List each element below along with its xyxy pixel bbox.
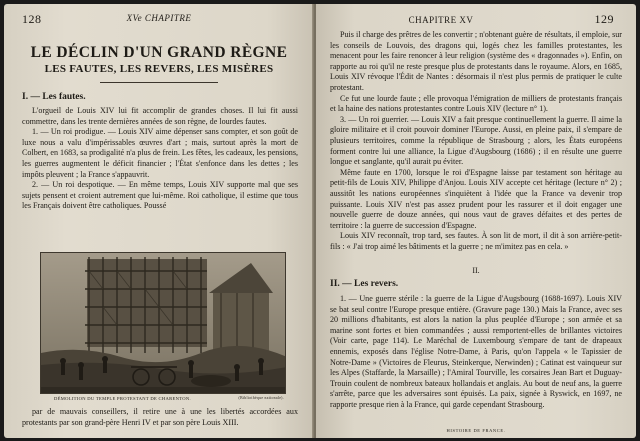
engraving-credit: (Bibliothèque nationale). xyxy=(238,396,284,400)
section-heading-revers: II. — Les revers. xyxy=(330,279,399,289)
item-guerre-sterile: 1. — Une guerre stérile : la guerre de la Ligue d'Augsbourg (1688-1697). Louis XIV se bat seul contre l'Europe presque entière. (Gravure page 130.) Mais la France, avec ses 20 millions d'habitants, est alors la nation la plus peuplée d'Europe ; son armée et sa marine sont fortes et bien commandées ; aussi remportent-elles de brillantes victoires (Voir carte, page 114). Le Maréchal de Luxembourg s'empare de tant de drapeaux ennemis, exposés dans l'église Notre-Dame, à Paris, qu'on l'appela « le Tapissier de Notre-Dame » (Victoires de Fleurus, Steinkerque, Nerwinden) ; Catinat est vainqueur sur les Alpes (Staffarde, la Marsaille) ; l'Amiral Tourville, les corsaires Jean Bart et Duguay-Trouin coulent de nombreux bateaux hollandais et anglais. Au bout de neuf ans, la guerre s'arrête, parce que les adversaires sont épuisés. La paix, signée à Ryswick, en 1697, ne rapporte presque rien à la France, qui garde cependant Strasbourg. xyxy=(330,294,622,409)
left-running-head: XVe CHAPITRE xyxy=(126,13,192,23)
section-heading-fautes: I. — Les fautes. xyxy=(22,92,86,102)
item-roi-prodigue: 1. — Un roi prodigue. — Louis XIV aime dépenser sans compter, et son goût de luxe nous a valu d'impérissables œuvres d'art ; mais, surtout après la mort de Colbert, en 1683, sa prodigalité n'a plus de frein. Les fêtes, les cadeaux, les pensions, les guerres augmentent le déficit financier ; l'État s'enfonce dans les dettes ; les impôts pleuvent ; la France s'appauvrit. xyxy=(22,127,298,179)
item-roi-despotique: 2. — Un roi despotique. — En même temps, Louis XIV supporte mal que ses sujets pensent et croient autrement que lui-même. Roi catholique, il estime que tous les Français doivent être catholiques. Poussé xyxy=(22,180,298,211)
right-page-number: 129 xyxy=(594,12,614,26)
left-page xyxy=(4,4,314,438)
intro-paragraph: L'orgueil de Louis XIV lui fit accomplir de grandes choses. Il lui fit aussi commettre, dans les trente dernières années de son règne, de lourdes fautes. xyxy=(22,106,298,126)
engraving-caption: DÉMOLITION DU TEMPLE PROTESTANT DE CHARENTON. xyxy=(54,396,191,401)
dragonnades-paragraph: Puis il charge des prêtres de les convertir ; n'obtenant guère de résultats, il emploie, sur les conseils de Louvois, des dragons qui, logés chez les familles protestantes, les menacent pour les faire renoncer à leur religion (système des « dragonnades »). Enfin, on rapporte au roi qu'il ne reste presque plus de protestants dans le royaume. Alors, en 1685, Louis XIV révoque l'Édit de Nantes : désormais il n'est plus permis de pratiquer le culte protestant. xyxy=(330,30,622,92)
item-roi-guerrier: 3. — Un roi guerrier. — Louis XIV a fait presque continuellement la guerre. Il aime la gloire militaire et il croit pouvoir dominer l'Europe. Aussi, en pleine paix, il s'empare de plusieurs territoires, comme la république de Strasbourg ; alors, les États européens forment contre lui une alliance, la Ligue d'Augsbourg (1686) ; il en résulte une guerre longue et sanglante, qu'il aurait pu éviter. xyxy=(330,114,622,167)
right-page xyxy=(316,4,636,438)
lourde-faute-paragraph: Ce fut une lourde faute ; elle provoqua l'émigration de milliers de protestants français et la haine des nations protestantes contre Louis XIV (lecture n° 1). xyxy=(330,93,622,114)
chapter-subtitle: LES FAUTES, LES REVERS, LES MISÈRES xyxy=(44,63,274,75)
left-page-number: 128 xyxy=(22,12,42,26)
left-bottom-text xyxy=(22,407,298,428)
section-number: II. xyxy=(472,266,480,275)
right-body-text xyxy=(330,30,622,252)
succession-espagne-paragraph: Même faute en 1700, lorsque le roi d'Espagne laisse par testament son héritage au petit-fils de Louis XIV, Philippe d'Anjou. Louis XIV accepte cet héritage (lecture n° 2) ; aussitôt les nations européennes s'inquiètent à l'idée que la France va devenir trop puissante. Louis XIV n'est pas assez prudent pour les rassurer et il doit engager une nouvelle guerre de douze années, qui nous vaut de graves défaites et des pertes de territoire : la guerre de succession d'Espagne. xyxy=(330,167,622,230)
revers-body-text xyxy=(330,294,622,411)
chapter-title: LE DÉCLIN D'UN GRAND RÈGNE xyxy=(30,44,288,61)
right-footer: HISTOIRE DE FRANCE. xyxy=(446,428,506,433)
engraving-image xyxy=(40,252,286,394)
bottom-paragraph: par de mauvais conseillers, il retire une à une les libertés accordées aux protestants par son grand-père Henri IV et par son père Louis XIII. xyxy=(22,407,298,427)
right-running-head: CHAPITRE XV xyxy=(408,15,474,25)
left-body-text xyxy=(22,106,298,212)
title-divider xyxy=(100,82,218,83)
reconnait-paragraph: Louis XIV reconnaît, trop tard, ses fautes. À son lit de mort, il dit à son arrière-petit-fils : « J'ai trop aimé les bâtiments et la guerre ; ne m'imitez pas en cela. » xyxy=(330,231,622,251)
